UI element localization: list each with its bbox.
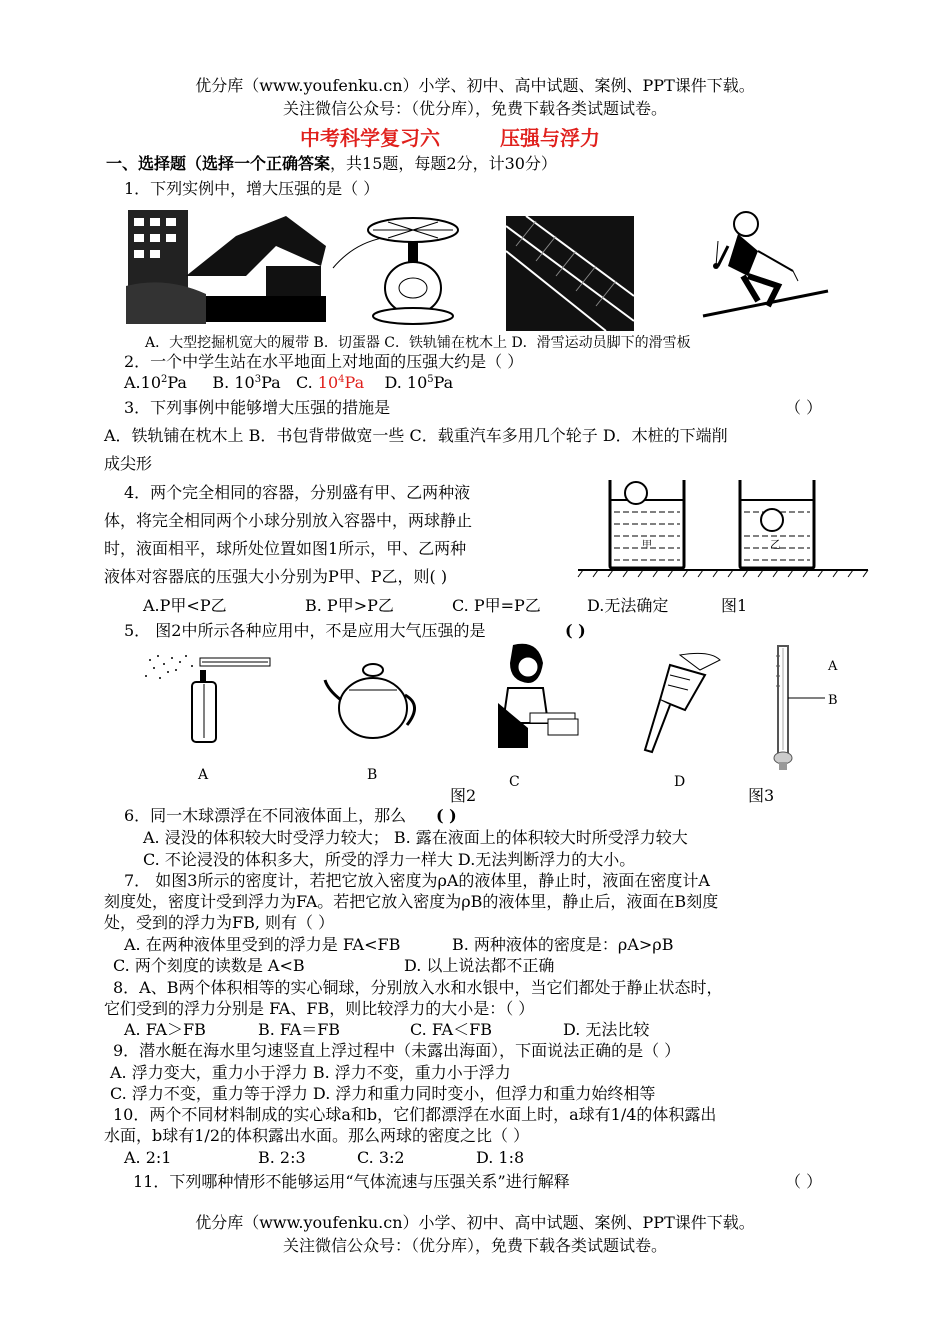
q8-line1: 8．A、B两个体积相等的实心铜球，分别放入水和水银中，当它们都处于静止状态时， (113, 978, 723, 997)
header-line-2: 关注微信公众号：（优分库），免费下载各类试题试卷。 (282, 99, 667, 118)
q10-opt-b: B. 2:3 (258, 1148, 306, 1167)
q8-line2: 它们受到的浮力分别是 FA、FB，则比较浮力的大小是：（ ） (104, 999, 535, 1018)
q8-opt-b: B. FA＝FB (258, 1020, 341, 1039)
fig2c-person (488, 643, 583, 753)
q4-line4: 液体对容器底的压强大小分别为P甲、P乙，则( ) (104, 567, 448, 586)
fig3-label-b: B (828, 693, 838, 708)
q2-stem: 2．一个中学生站在水平地面上对地面的压强大约是（ ） (124, 352, 524, 371)
q5-bracket: ( ) (565, 621, 586, 640)
q4-line2: 体，将完全相同两个小球分别放入容器中，两球静止 (104, 511, 473, 530)
q3-options-line1: A．铁轨铺在枕木上 B．书包背带做宽一些 C．载重汽车多用几个轮子 D．木桩的下端削 (104, 426, 728, 445)
fig1-containers (578, 478, 868, 578)
q7-opt-a: A. 在两种液体里受到的浮力是 FA<FB (124, 935, 401, 954)
fig2a-sprayer (140, 648, 275, 748)
fig3-label: 图3 (748, 786, 775, 805)
page-title-left: 中考科学复习六 (300, 126, 440, 150)
q9-options-ab: A. 浮力变大，重力小于浮力 B. 浮力不变，重力小于浮力 (110, 1063, 511, 1082)
page-title-right: 压强与浮力 (500, 126, 600, 150)
q4-opt-d: D.无法确定 (587, 596, 669, 615)
q6-options-ab: A. 浸没的体积较大时受浮力较大； B. 露在液面上的体积较大时所受浮力较大 (143, 828, 688, 847)
q9-options-cd: C. 浮力不变，重力等于浮力 D. 浮力和重力同时变小，但浮力和重力始终相等 (110, 1084, 656, 1103)
fig2b-label: B (367, 767, 378, 783)
q11-bracket: （ ） (785, 1172, 823, 1191)
q10-line2: 水面，b球有1/2的体积露出水面。那么两球的密度之比（ ） (104, 1126, 530, 1145)
q3-stem: 3．下列事例中能够增大压强的措施是 (124, 398, 391, 417)
footer-line-2: 关注微信公众号：（优分库），免费下载各类试题试卷。 (282, 1236, 667, 1255)
q2-options: $A.10^2Pa$ B. $10^3Pa$ C. $10^4Pa$ D. $10^5Pa$ (124, 373, 454, 392)
q1-caption: A．大型挖掘机宽大的履带 B．切蛋器 C．铁轨铺在枕木上 D．滑雪运动员脚下的滑雪板 (145, 335, 691, 351)
q5-stem: 5． 图2中所示各种应用中，不是应用大气压强的是 (124, 621, 486, 640)
q8-opt-a: A. FA＞FB (124, 1020, 206, 1039)
fig3-hydrometer (770, 646, 860, 776)
q3-bracket: （ ） (785, 398, 823, 417)
q4-line1: 4．两个完全相同的容器，分别盛有甲、乙两种液 (124, 483, 471, 502)
q9-stem: 9．潜水艇在海水里匀速竖直上浮过程中（未露出海面），下面说法正确的是（ ） (113, 1041, 681, 1060)
q4-line3: 时，液面相平，球所处位置如图1所示，甲、乙两种 (104, 539, 467, 558)
q8-opt-c: C. FA＜FB (410, 1020, 492, 1039)
fig3-label-a: A (828, 659, 838, 674)
q7-line2: 刻度处，密度计受到浮力为FA。若把它放入密度为ρB的液体里，静止后，液面在B刻度 (104, 892, 719, 911)
fig2-label: 图2 (450, 786, 477, 805)
q3-options-line2: 成尖形 (104, 454, 153, 473)
q7-opt-d: D. 以上说法都不正确 (404, 956, 555, 975)
q7-opt-c: C. 两个刻度的读数是 A<B (113, 956, 305, 975)
q4-opt-a: A.P甲<P乙 (143, 596, 227, 615)
excavator-figure (126, 206, 331, 324)
railway-figure (506, 216, 634, 331)
q10-line1: 10．两个不同材料制成的实心球a和b，它们都漂浮在水面上时，a球有1/4的体积露出 (113, 1105, 717, 1124)
q10-opt-a: A. 2:1 (124, 1148, 172, 1167)
skier-figure (698, 206, 833, 331)
q7-line1: 7． 如图3所示的密度计，若把它放入密度为ρA的液体里，静止时，液面在密度计A (124, 871, 710, 890)
section-heading: 一、选择题（选择一个正确答案，共15题，每题2分，计30分） (106, 154, 557, 173)
fig2d-label: D (674, 774, 686, 790)
q6-options-cd: C. 不论浸没的体积多大，所受的浮力一样大 D.无法判断浮力的大小。 (143, 850, 636, 869)
q1-stem: 1．下列实例中，增大压强的是（ ） (124, 179, 380, 198)
fig1-label-yi: 乙 (770, 538, 781, 551)
q7-opt-b: B. 两种液体的密度是：ρA>ρB (452, 935, 674, 954)
q4-opt-c: C. P甲=P乙 (452, 596, 541, 615)
q10-opt-c: C. 3:2 (357, 1148, 405, 1167)
q10-opt-d: D. 1:8 (476, 1148, 525, 1167)
fig2a-label: A (198, 767, 209, 783)
fig2d-dropper (640, 650, 730, 755)
q11-stem: 11．下列哪种情形不能够运用“气体流速与压强关系”进行解释 (133, 1172, 570, 1191)
q4-opt-b: B. P甲>P乙 (305, 596, 394, 615)
q8-opt-d: D. 无法比较 (563, 1020, 650, 1039)
fig2c-label: C (509, 774, 520, 790)
fig1-label: 图1 (721, 596, 748, 615)
q6-bracket: ( ) (436, 806, 457, 825)
fig1-label-jia: 甲 (642, 540, 652, 551)
footer-line-1: 优分库（www.youfenku.cn）小学、初中、高中试题、案例、PPT课件下载。 (195, 1213, 755, 1232)
header-line-1: 优分库（www.youfenku.cn）小学、初中、高中试题、案例、PPT课件下载。 (195, 76, 755, 95)
fig2b-teapot (323, 660, 423, 745)
q7-line3: 处，受到的浮力为FB, 则有（ ） (104, 913, 335, 932)
egg-slicer-figure (328, 208, 463, 328)
q6-stem: 6．同一木球漂浮在不同液体面上，那么 (124, 806, 407, 825)
